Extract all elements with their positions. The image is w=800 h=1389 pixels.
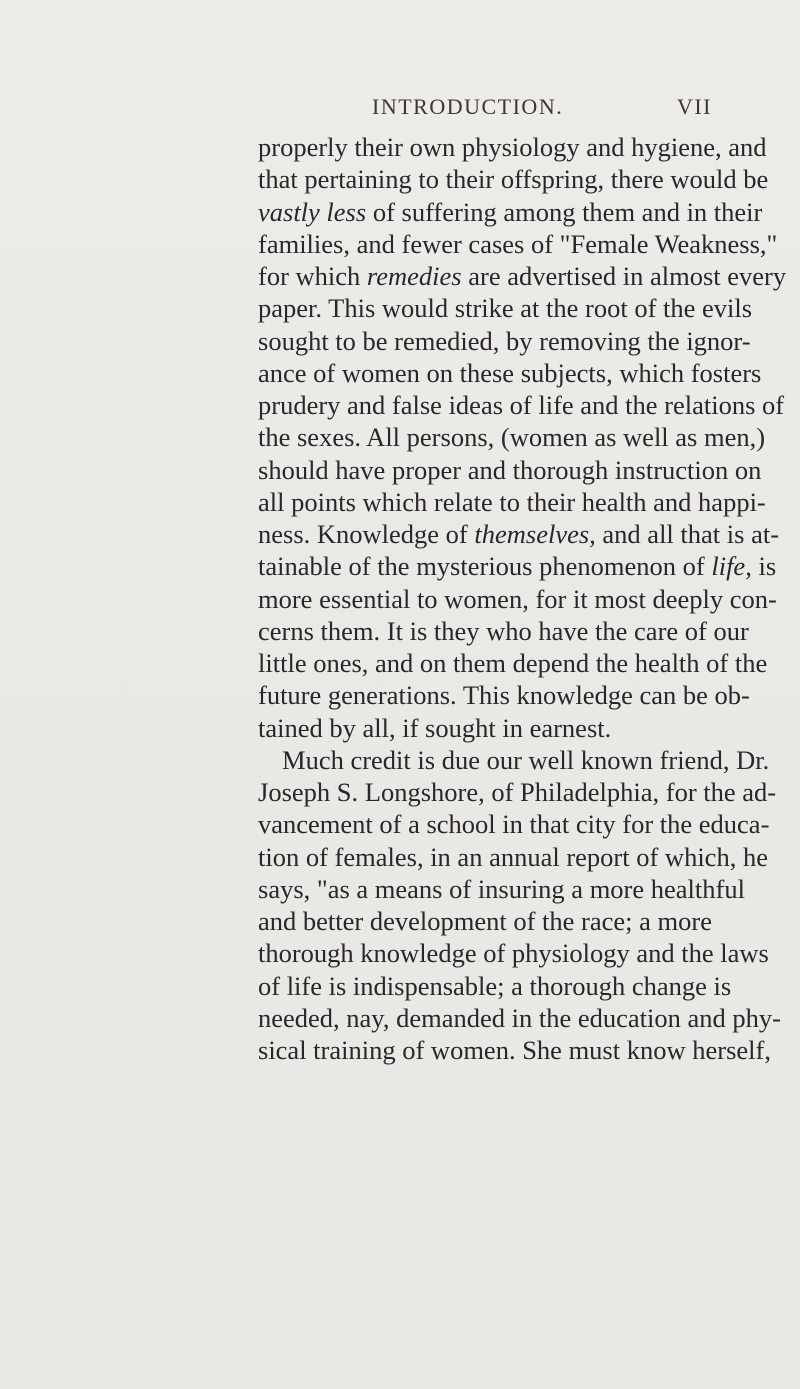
- italic-phrase: vastly less: [258, 196, 367, 227]
- italic-phrase: remedies: [366, 261, 462, 291]
- text-line: vancement of a school in that city for the educa-: [258, 809, 770, 840]
- text-line: cerns them. It is they who have the care of our: [258, 615, 749, 646]
- text-line: of life is indispensable; a thorough change is: [258, 970, 732, 1001]
- text-line: prudery and false ideas of life and the relations of: [258, 390, 785, 420]
- text-line: tained by all, if sought in earnest.: [258, 712, 612, 743]
- text-line: needed, nay, demanded in the education and phy-: [258, 1002, 781, 1033]
- body-text: [258, 131, 787, 1066]
- text-line: all points which relate to their health and happi-: [258, 486, 766, 517]
- page-number: VII: [676, 94, 712, 119]
- text-line: Joseph S. Longshore, of Philadelphia, for the ad-: [258, 777, 777, 807]
- text-line: that pertaining to their offspring, there would be: [258, 164, 769, 195]
- text-line: future generations. This knowledge can be ob-: [258, 680, 750, 711]
- text-line: ance of women on these subjects, which fosters: [258, 357, 762, 388]
- italic-phrase: themselves,: [474, 519, 596, 549]
- text-line: and better development of the race; a more: [258, 906, 712, 936]
- text-line: more essential to women, for it most deeply con-: [258, 583, 777, 614]
- text-line: thorough knowledge of physiology and the laws: [258, 938, 769, 969]
- text-line: sical training of women. She must know herself,: [258, 1035, 771, 1065]
- text-line: tion of females, in an annual report of which, he: [258, 841, 768, 872]
- running-head-title: INTRODUCTION.: [372, 94, 564, 119]
- text-line: properly their own physiology and hygiene, and: [258, 132, 767, 162]
- text-line: says, "as a means of insuring a more healthful: [258, 873, 745, 904]
- text-line: the sexes. All persons, (women as well as men,): [258, 422, 766, 453]
- text-line: little ones, and on them depend the health of the: [258, 648, 768, 678]
- text-line: vastly less of suffering among them and in their: [258, 196, 763, 227]
- text-line: for which remedies are advertised in almost every: [258, 261, 787, 291]
- text-line: Much credit is due our well known friend, Dr.: [282, 744, 770, 775]
- text-line: should have proper and thorough instruction on: [258, 454, 762, 485]
- italic-phrase: life,: [711, 551, 752, 582]
- running-head: [372, 94, 712, 124]
- text-line: families, and fewer cases of "Female Weakness,": [258, 228, 778, 259]
- text-line: tainable of the mysterious phenomenon of life, is: [258, 551, 777, 582]
- text-line: sought to be remedied, by removing the ignor-: [258, 325, 751, 356]
- text-line: ness. Knowledge of themselves, and all that is at-: [258, 519, 780, 549]
- text-line: paper. This would strike at the root of the evils: [258, 293, 753, 324]
